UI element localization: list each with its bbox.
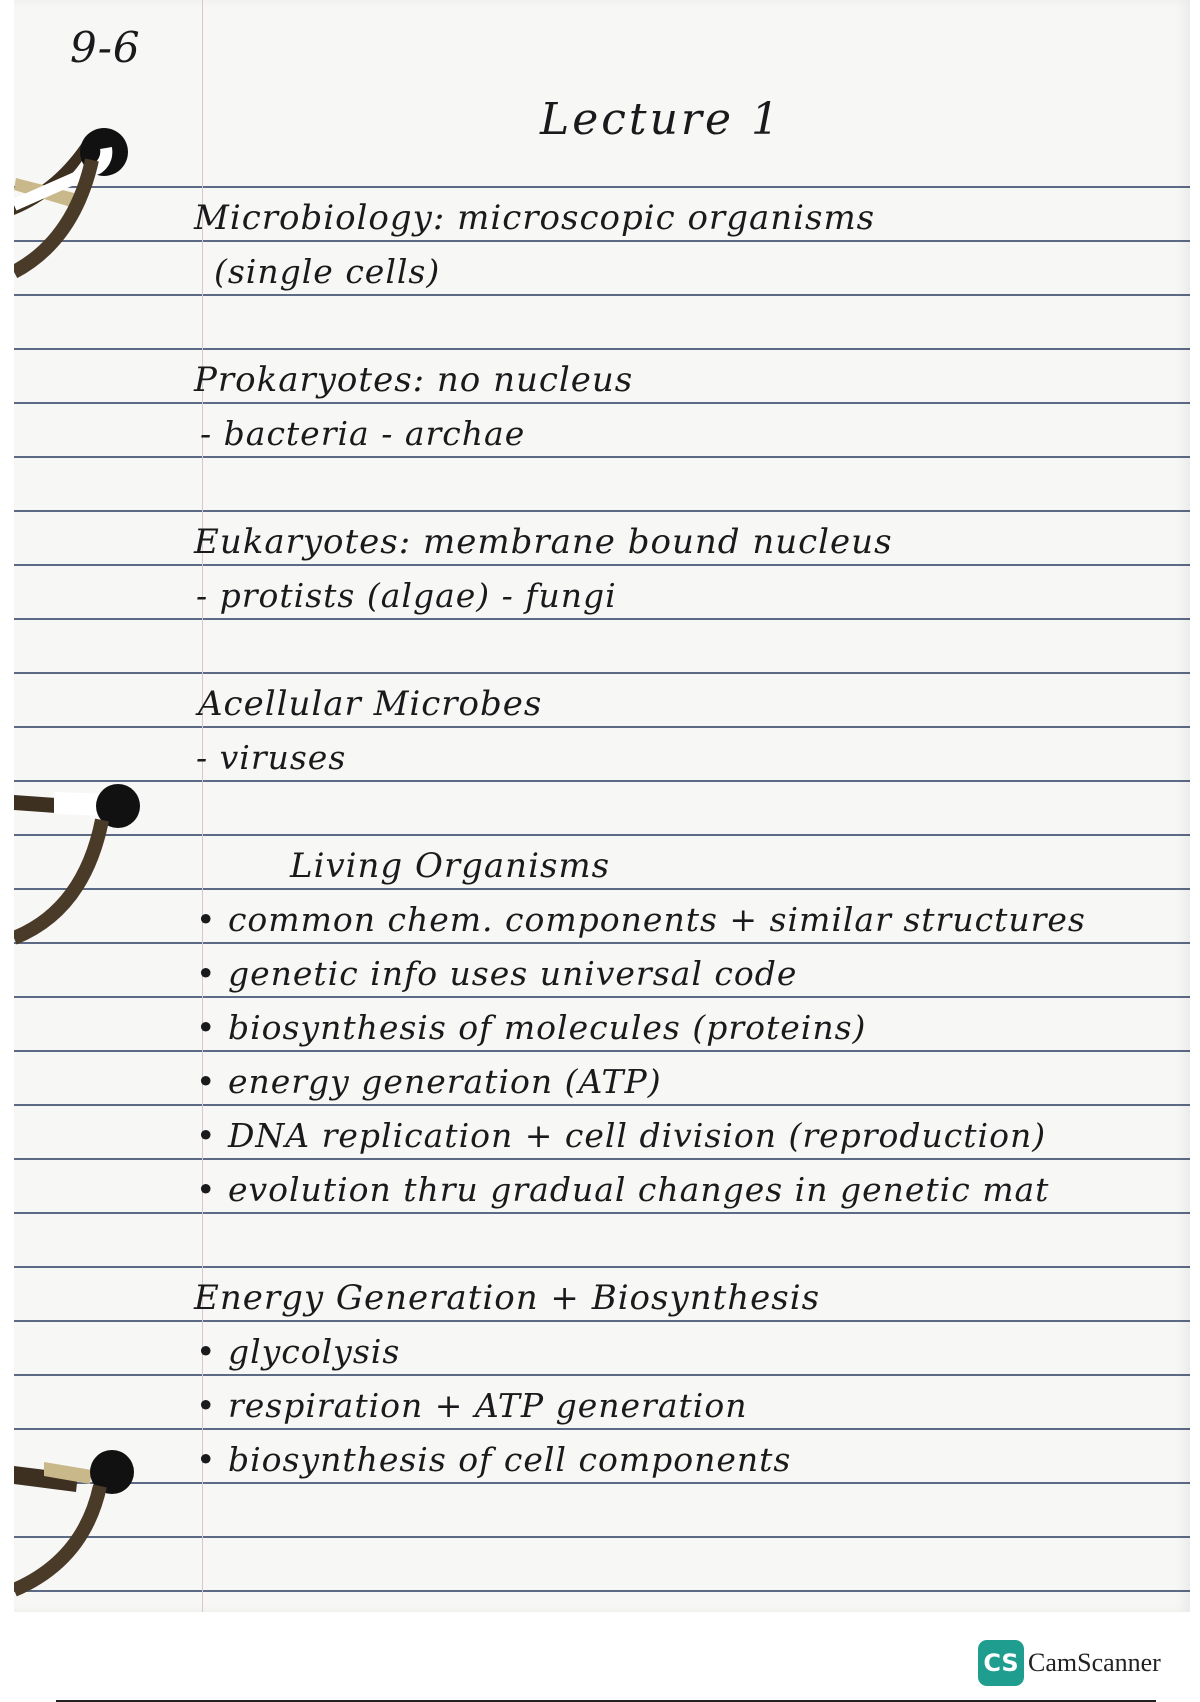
list-item: • glycolysis <box>196 1332 401 1371</box>
list-item: • energy generation (ATP) <box>196 1062 662 1101</box>
binder-ring-top <box>14 90 144 290</box>
notebook-page <box>14 0 1190 1612</box>
list-item: • respiration + ATP generation <box>196 1386 748 1425</box>
list-item: • biosynthesis of molecules (proteins) <box>196 1008 867 1047</box>
note-line: - bacteria - archae <box>200 414 526 453</box>
camscanner-logo-icon: CS <box>978 1640 1024 1686</box>
binder-ring-middle <box>14 780 144 980</box>
list-item: • evolution thru gradual changes in genetic mat <box>196 1170 1050 1209</box>
camscanner-text: CamScanner <box>1028 1648 1161 1677</box>
list-item: • DNA replication + cell division (reproduction) <box>196 1116 1047 1155</box>
camscanner-watermark <box>978 1638 1161 1688</box>
section-heading-prokaryotes: Prokaryotes: no nucleus <box>194 360 634 400</box>
list-item: • genetic info uses universal code <box>196 954 798 993</box>
binder-ring-bottom <box>14 1440 144 1640</box>
page-title: Lecture 1 <box>540 94 782 145</box>
note-line: (single cells) <box>214 252 441 291</box>
note-line: - protists (algae) - fungi <box>196 576 617 615</box>
list-item: • biosynthesis of cell components <box>196 1440 792 1479</box>
section-heading-acellular: Acellular Microbes <box>198 684 543 724</box>
list-item: • common chem. components + similar structures <box>196 900 1086 939</box>
section-heading-living-organisms: Living Organisms <box>290 846 611 886</box>
note-line: - viruses <box>196 738 347 777</box>
section-heading-microbiology: Microbiology: microscopic organisms <box>194 198 876 238</box>
page-number: 9-6 <box>70 23 141 72</box>
section-heading-energy-generation: Energy Generation + Biosynthesis <box>194 1278 821 1318</box>
section-heading-eukaryotes: Eukaryotes: membrane bound nucleus <box>194 522 893 562</box>
